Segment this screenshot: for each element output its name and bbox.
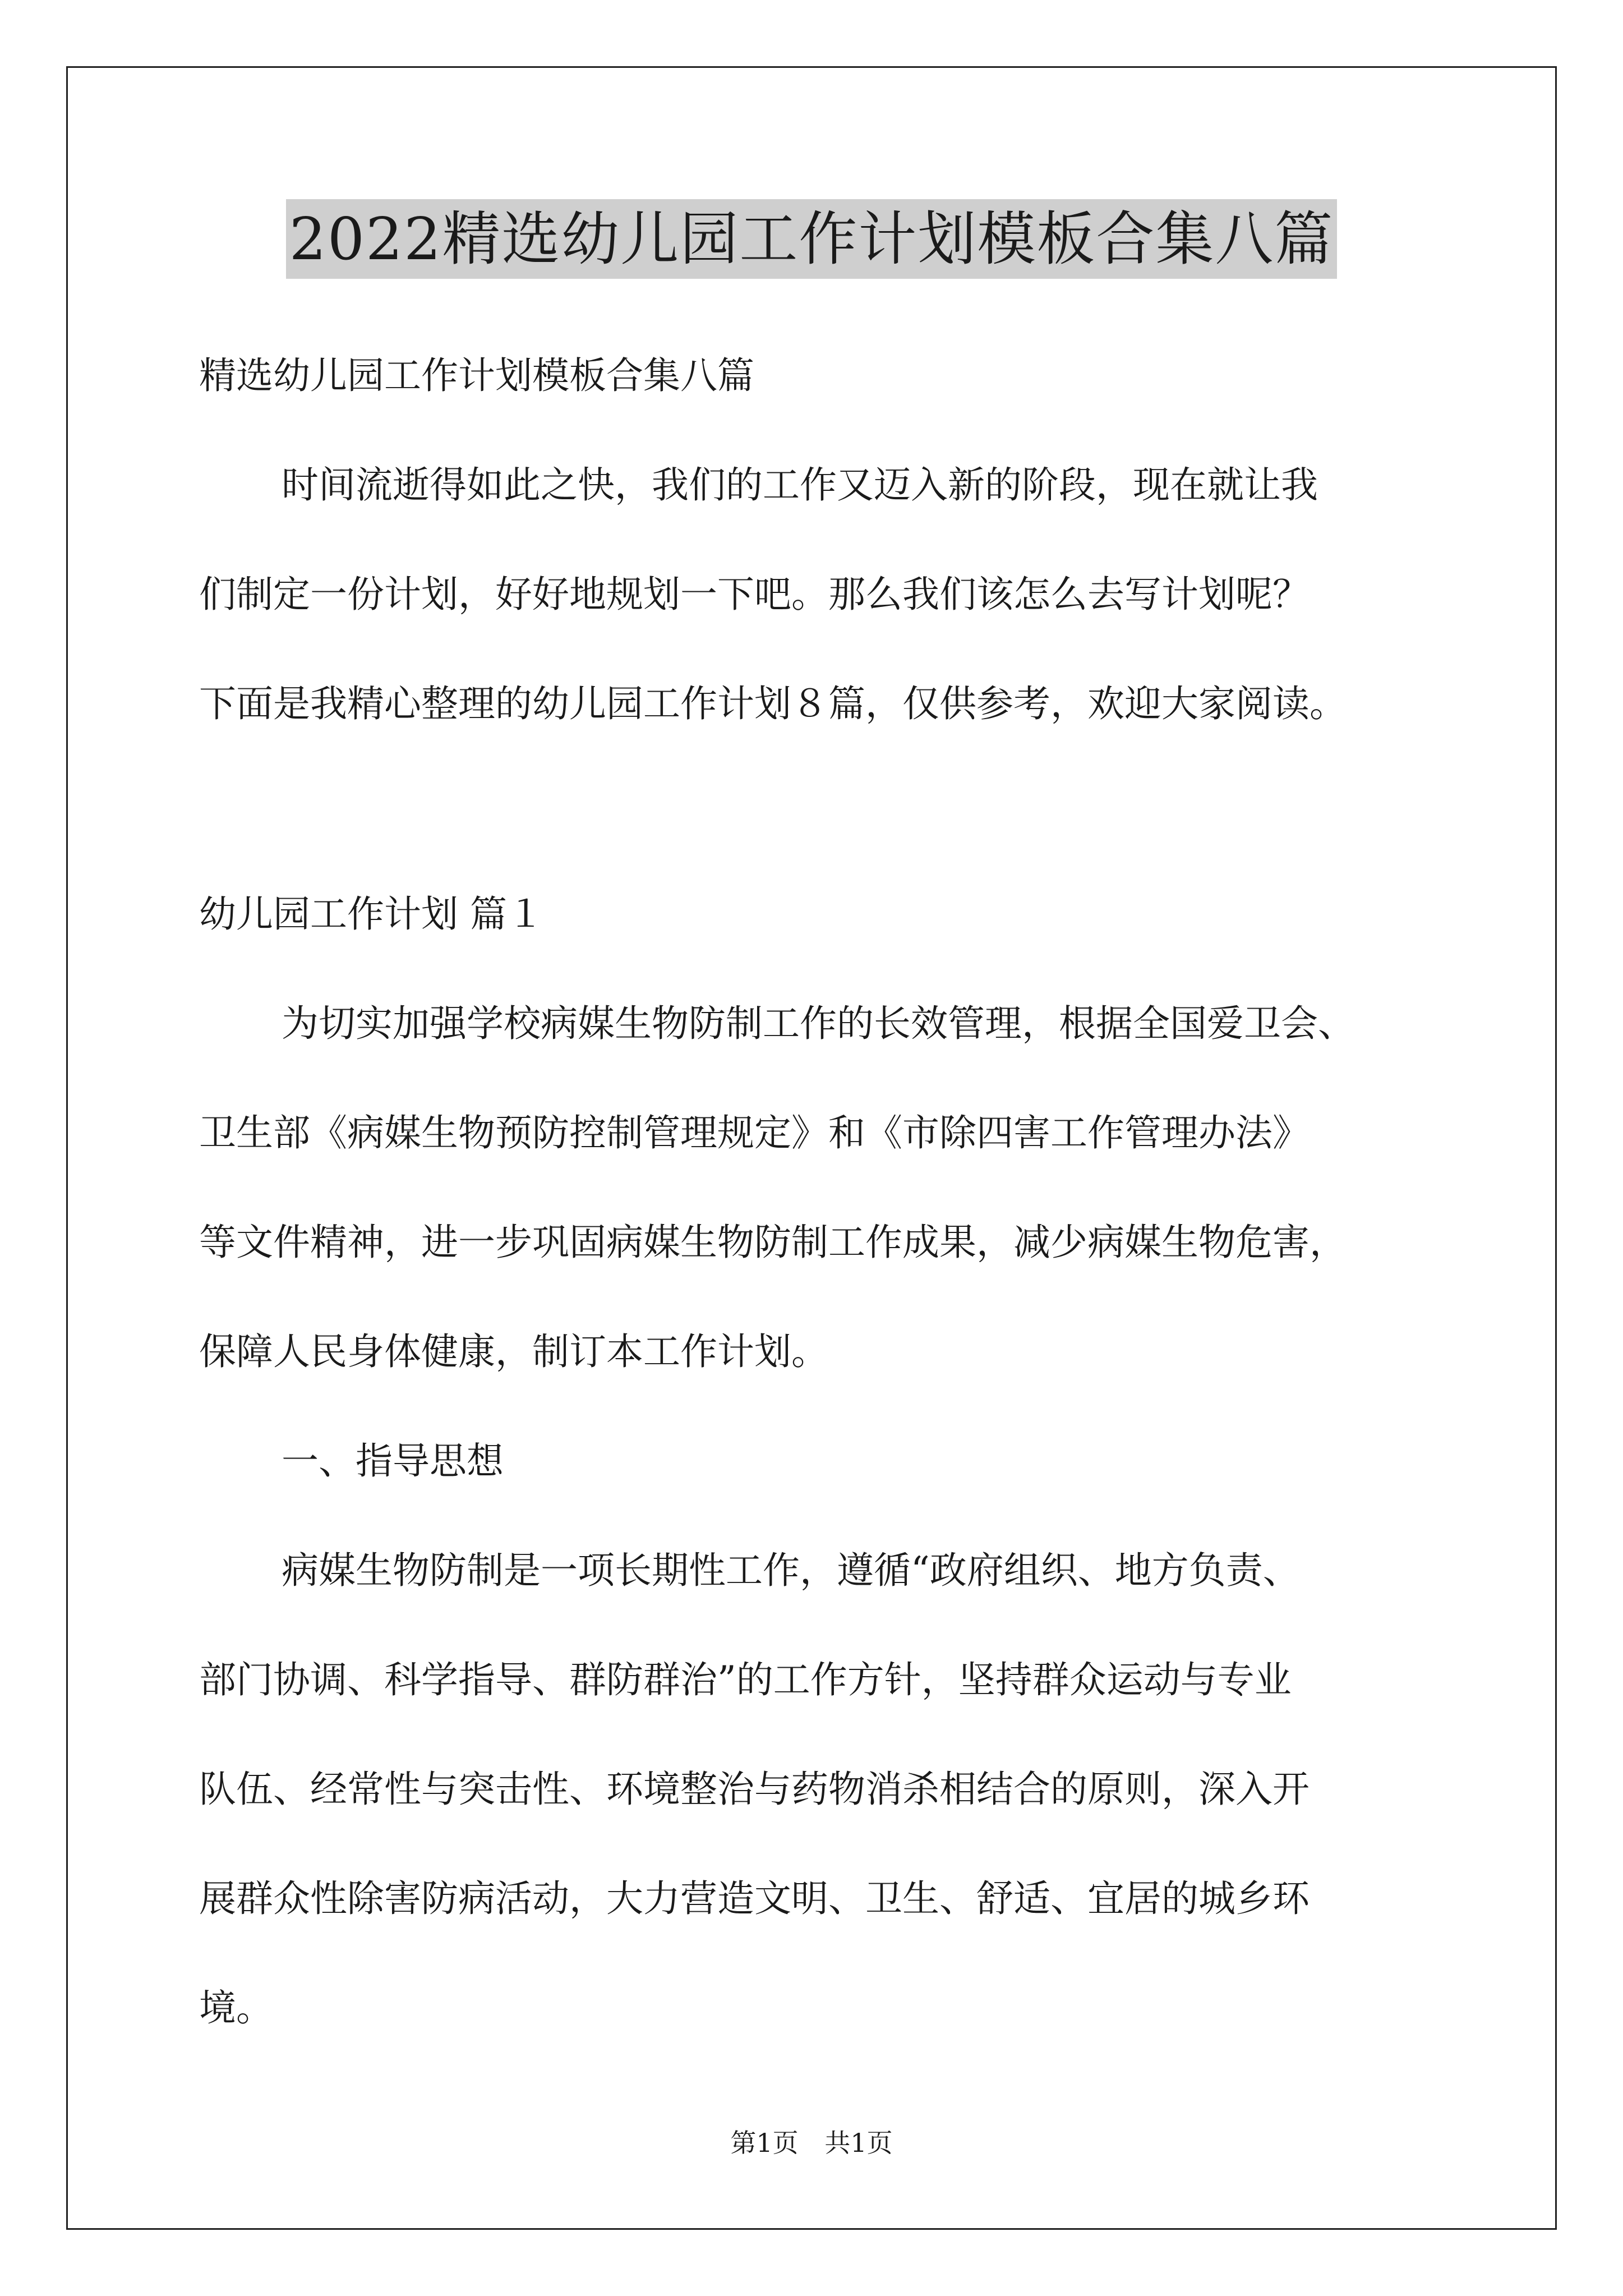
subtitle-line: 精选幼儿园工作计划模板合集八篇 xyxy=(199,354,754,397)
paragraph-line: 保障人民身体健康，制订本工作计划。 xyxy=(199,1330,828,1373)
document-title: 2022精选幼儿园工作计划模板合集八篇 xyxy=(286,199,1338,279)
subsection-heading: 一、指导思想 xyxy=(282,1439,504,1483)
page-footer xyxy=(0,2126,1623,2160)
section-heading: 幼儿园工作计划 篇１ xyxy=(199,892,544,936)
page-number: 第1页 xyxy=(730,2128,799,2158)
paragraph-line: 卫生部《病媒生物预防控制管理规定》和《市除四害工作管理办法》 xyxy=(199,1111,1310,1154)
title-container xyxy=(0,199,1623,279)
paragraph-line: 时间流逝得如此之快，我们的工作又迈入新的阶段，现在就让我 xyxy=(282,463,1318,507)
paragraph-line: 境。 xyxy=(199,1986,273,2030)
paragraph-line: 等文件精神，进一步巩固病媒生物防制工作成果，减少病媒生物危害， xyxy=(199,1221,1347,1264)
paragraph-line: 下面是我精心整理的幼儿园工作计划８篇，仅供参考，欢迎大家阅读。 xyxy=(199,682,1347,725)
paragraph-line: 部门协调、科学指导、群防群治”的工作方针，坚持群众运动与专业 xyxy=(199,1658,1292,1701)
paragraph-line: 们制定一份计划，好好地规划一下吧。那么我们该怎么去写计划呢？ xyxy=(199,573,1310,616)
paragraph-line: 病媒生物防制是一项长期性工作，遵循“政府组织、地方负责、 xyxy=(282,1549,1300,1592)
page-total: 共1页 xyxy=(824,2128,893,2158)
paragraph-line: 为切实加强学校病媒生物防制工作的长效管理，根据全国爱卫会、 xyxy=(282,1002,1355,1045)
paragraph-line: 队伍、经常性与突击性、环境整治与药物消杀相结合的原则，深入开 xyxy=(199,1768,1310,1811)
paragraph-line: 展群众性除害防病活动，大力营造文明、卫生、舒适、宜居的城乡环 xyxy=(199,1877,1310,1920)
